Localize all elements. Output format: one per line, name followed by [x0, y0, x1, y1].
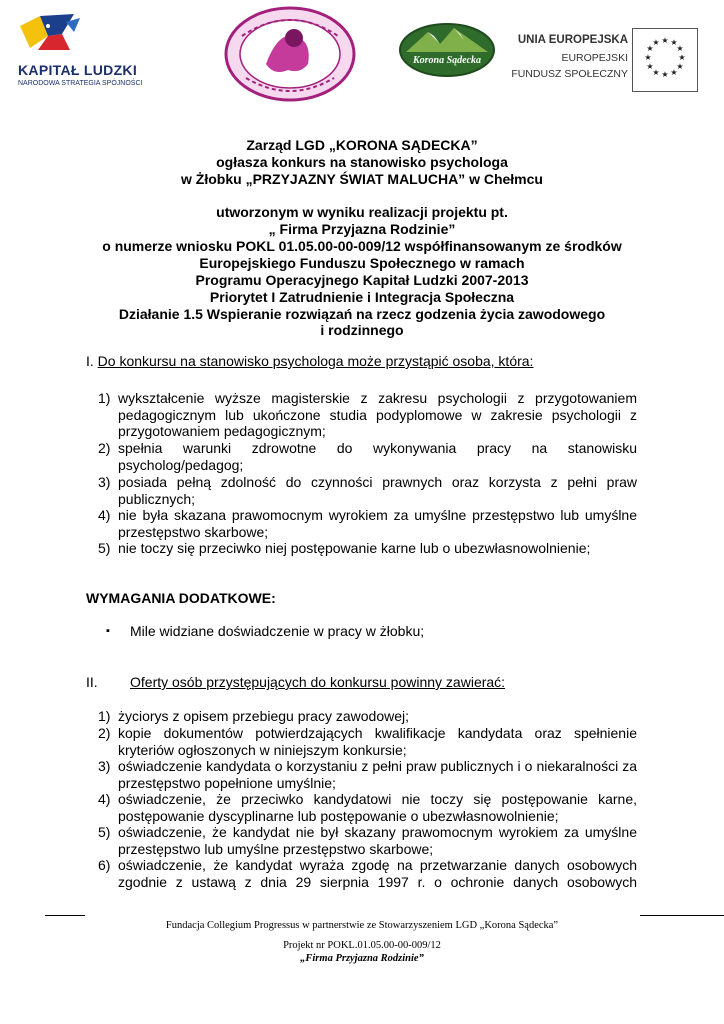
item-number: 1)	[98, 708, 111, 724]
item-text: oświadczenie, że kandydat wyraża zgodę na przetwarzanie danych osobowych zgodnie z ustawą z dnia 29 sierpnia 1997 r. o ochronie danych osobowych	[118, 857, 637, 890]
eu-logo	[511, 28, 712, 98]
bullet-text: Mile widziane doświadczenie w pracy w żłobku;	[130, 623, 425, 639]
item-text: wykształcenie wyższe magisterskie z zakresu psychologii z przygotowaniem pedagogicznym lub ukończone studia podyplomowe w zakresie psychologii z przygotowaniem pedagogicznym;	[118, 390, 637, 439]
collegium-progressus-logo	[222, 6, 358, 102]
item-text: kopie dokumentów potwierdzających kwalifikacje kandydata oraz spełnienie kryteriów ogłoszonych w niniejszym konkursie;	[118, 725, 637, 758]
project-line-5: Programu Operacyjnego Kapitał Ludzki 2007-2013	[195, 272, 529, 288]
bullet-item	[0, 623, 724, 640]
project-line-8: i rodzinnego	[320, 322, 404, 338]
section-1-marker: I.	[86, 353, 94, 369]
section-1-title: Do konkursu na stanowisko psychologa może przystąpić osoba, która:	[97, 353, 534, 369]
korona-sadecka-emblem	[398, 22, 496, 78]
project-line-7: Działanie 1.5 Wspieranie rozwiązań na rzecz godzenia życia zawodowego	[118, 306, 606, 322]
kapital-ludzki-title: KAPITAŁ LUDZKI	[18, 62, 138, 78]
list-item	[98, 507, 638, 541]
footer-line-1: Fundacja Collegium Progressus w partnerstwie ze Stowarzyszeniem LGD „Korona Sądecka”	[165, 920, 559, 931]
item-text: oświadczenie, że kandydat nie był skazany prawomocnym wyrokiem za umyślne przestępstwo lub umyślne przestępstwo skarbowe;	[118, 824, 637, 857]
eu-line1: UNIA EUROPEJSKA	[517, 34, 628, 46]
bullet-icon: ▪	[106, 625, 110, 637]
project-line-2: „ Firma Przyjazna Rodzinie”	[268, 221, 456, 237]
item-text: życiorys z opisem przebiegu pracy zawodowej;	[118, 708, 410, 724]
list-item	[98, 708, 638, 725]
svg-text:★: ★	[670, 38, 678, 47]
additional-title: WYMAGANIA DODATKOWE:	[86, 590, 276, 606]
item-text: posiada pełną zdolność do czynności prawnych oraz korzysta z pełni praw publicznych;	[118, 474, 637, 507]
svg-text:★: ★	[678, 53, 686, 62]
svg-text:★: ★	[676, 44, 684, 53]
svg-text:★: ★	[670, 68, 678, 77]
section-1-heading	[86, 353, 533, 370]
item-text: oświadczenie, że przeciwko kandydatowi nie toczy się postępowanie karne, postępowanie dyscyplinarne lub postępowanie o ubezwłasnowolnienie;	[118, 791, 637, 824]
svg-text:★: ★	[652, 68, 660, 77]
svg-text:★: ★	[646, 62, 654, 71]
item-text: nie była skazana prawomocnym wyrokiem za umyślne przestępstwo lub umyślne przestępstwo skarbowe;	[118, 507, 637, 540]
svg-text:★: ★	[644, 53, 652, 62]
footer-rule-left	[45, 915, 85, 916]
korona-sadecka-text: Korona Sądecka	[412, 55, 482, 66]
list-item	[98, 474, 638, 508]
kapital-ludzki-mark	[18, 12, 98, 52]
item-number: 5)	[98, 824, 111, 840]
svg-text:★: ★	[661, 70, 669, 79]
kapital-ludzki-subtitle: NARODOWA STRATEGIA SPÓJNOŚCI	[18, 80, 143, 87]
item-number: 2)	[98, 725, 111, 741]
section-2-title: Oferty osób przystępujących do konkursu powinny zawierać:	[130, 674, 506, 690]
item-number: 3)	[98, 758, 111, 774]
eu-stars-icon	[633, 29, 697, 91]
item-number: 4)	[98, 791, 111, 807]
item-number: 5)	[98, 540, 111, 556]
item-number: 2)	[98, 440, 111, 456]
item-text: spełnia warunki zdrowotne do wykonywania pracy na stanowisku psycholog/pedagog;	[118, 440, 637, 473]
eu-flag	[632, 28, 698, 92]
list-item	[98, 791, 638, 825]
svg-text:★: ★	[661, 36, 669, 45]
section-2-marker: II.	[86, 674, 98, 690]
list-item	[98, 540, 638, 557]
heading-line-2: ogłasza konkurs na stanowisko psychologa	[216, 154, 508, 170]
logo-bar	[0, 0, 724, 110]
list-item	[98, 390, 638, 440]
eu-line3: FUNDUSZ SPOŁECZNY	[511, 68, 628, 80]
footer-line-2: Projekt nr POKL.01.05.00-00-009/12	[283, 940, 441, 951]
project-line-6: Priorytet I Zatrudnienie i Integracja Społeczna	[209, 289, 515, 305]
collegium-progressus-emblem	[222, 6, 358, 102]
list-item	[98, 857, 638, 891]
heading-line-1: Zarząd LGD „KORONA SĄDECKA”	[246, 137, 478, 153]
list-item	[98, 824, 638, 858]
item-text: nie toczy się przeciwko niej postępowanie karne lub o ubezwłasnowolnienie;	[118, 540, 591, 556]
heading-line-3: w Żłobku „PRZYJAZNY ŚWIAT MALUCHA” w Chełmcu	[181, 171, 543, 187]
korona-sadecka-logo	[398, 22, 496, 78]
svg-text:★: ★	[676, 62, 684, 71]
item-number: 3)	[98, 474, 111, 490]
item-number: 1)	[98, 390, 111, 406]
svg-text:★: ★	[652, 38, 660, 47]
svg-text:★: ★	[646, 44, 654, 53]
list-item	[98, 758, 638, 792]
footer-line-3: „Firma Przyjazna Rodzinie”	[300, 953, 424, 964]
list-item	[98, 725, 638, 759]
eu-line2: EUROPEJSKI	[561, 52, 628, 64]
item-number: 4)	[98, 507, 111, 523]
item-text: oświadczenie kandydata o korzystaniu z pełni praw publicznych i o niekaralności za przestępstwo popełnione umyślnie;	[118, 758, 637, 791]
project-line-4: Europejskiego Funduszu Społecznego w ramach	[199, 255, 525, 271]
kapital-ludzki-logo	[18, 12, 208, 87]
project-line-3: o numerze wniosku POKL 01.05.00-00-009/12 współfinansowanym ze środków	[102, 238, 622, 254]
project-line-1: utworzonym w wyniku realizacji projektu pt.	[216, 204, 508, 220]
item-number: 6)	[98, 857, 111, 873]
footer-rule-right	[640, 915, 724, 916]
list-item	[98, 440, 638, 474]
